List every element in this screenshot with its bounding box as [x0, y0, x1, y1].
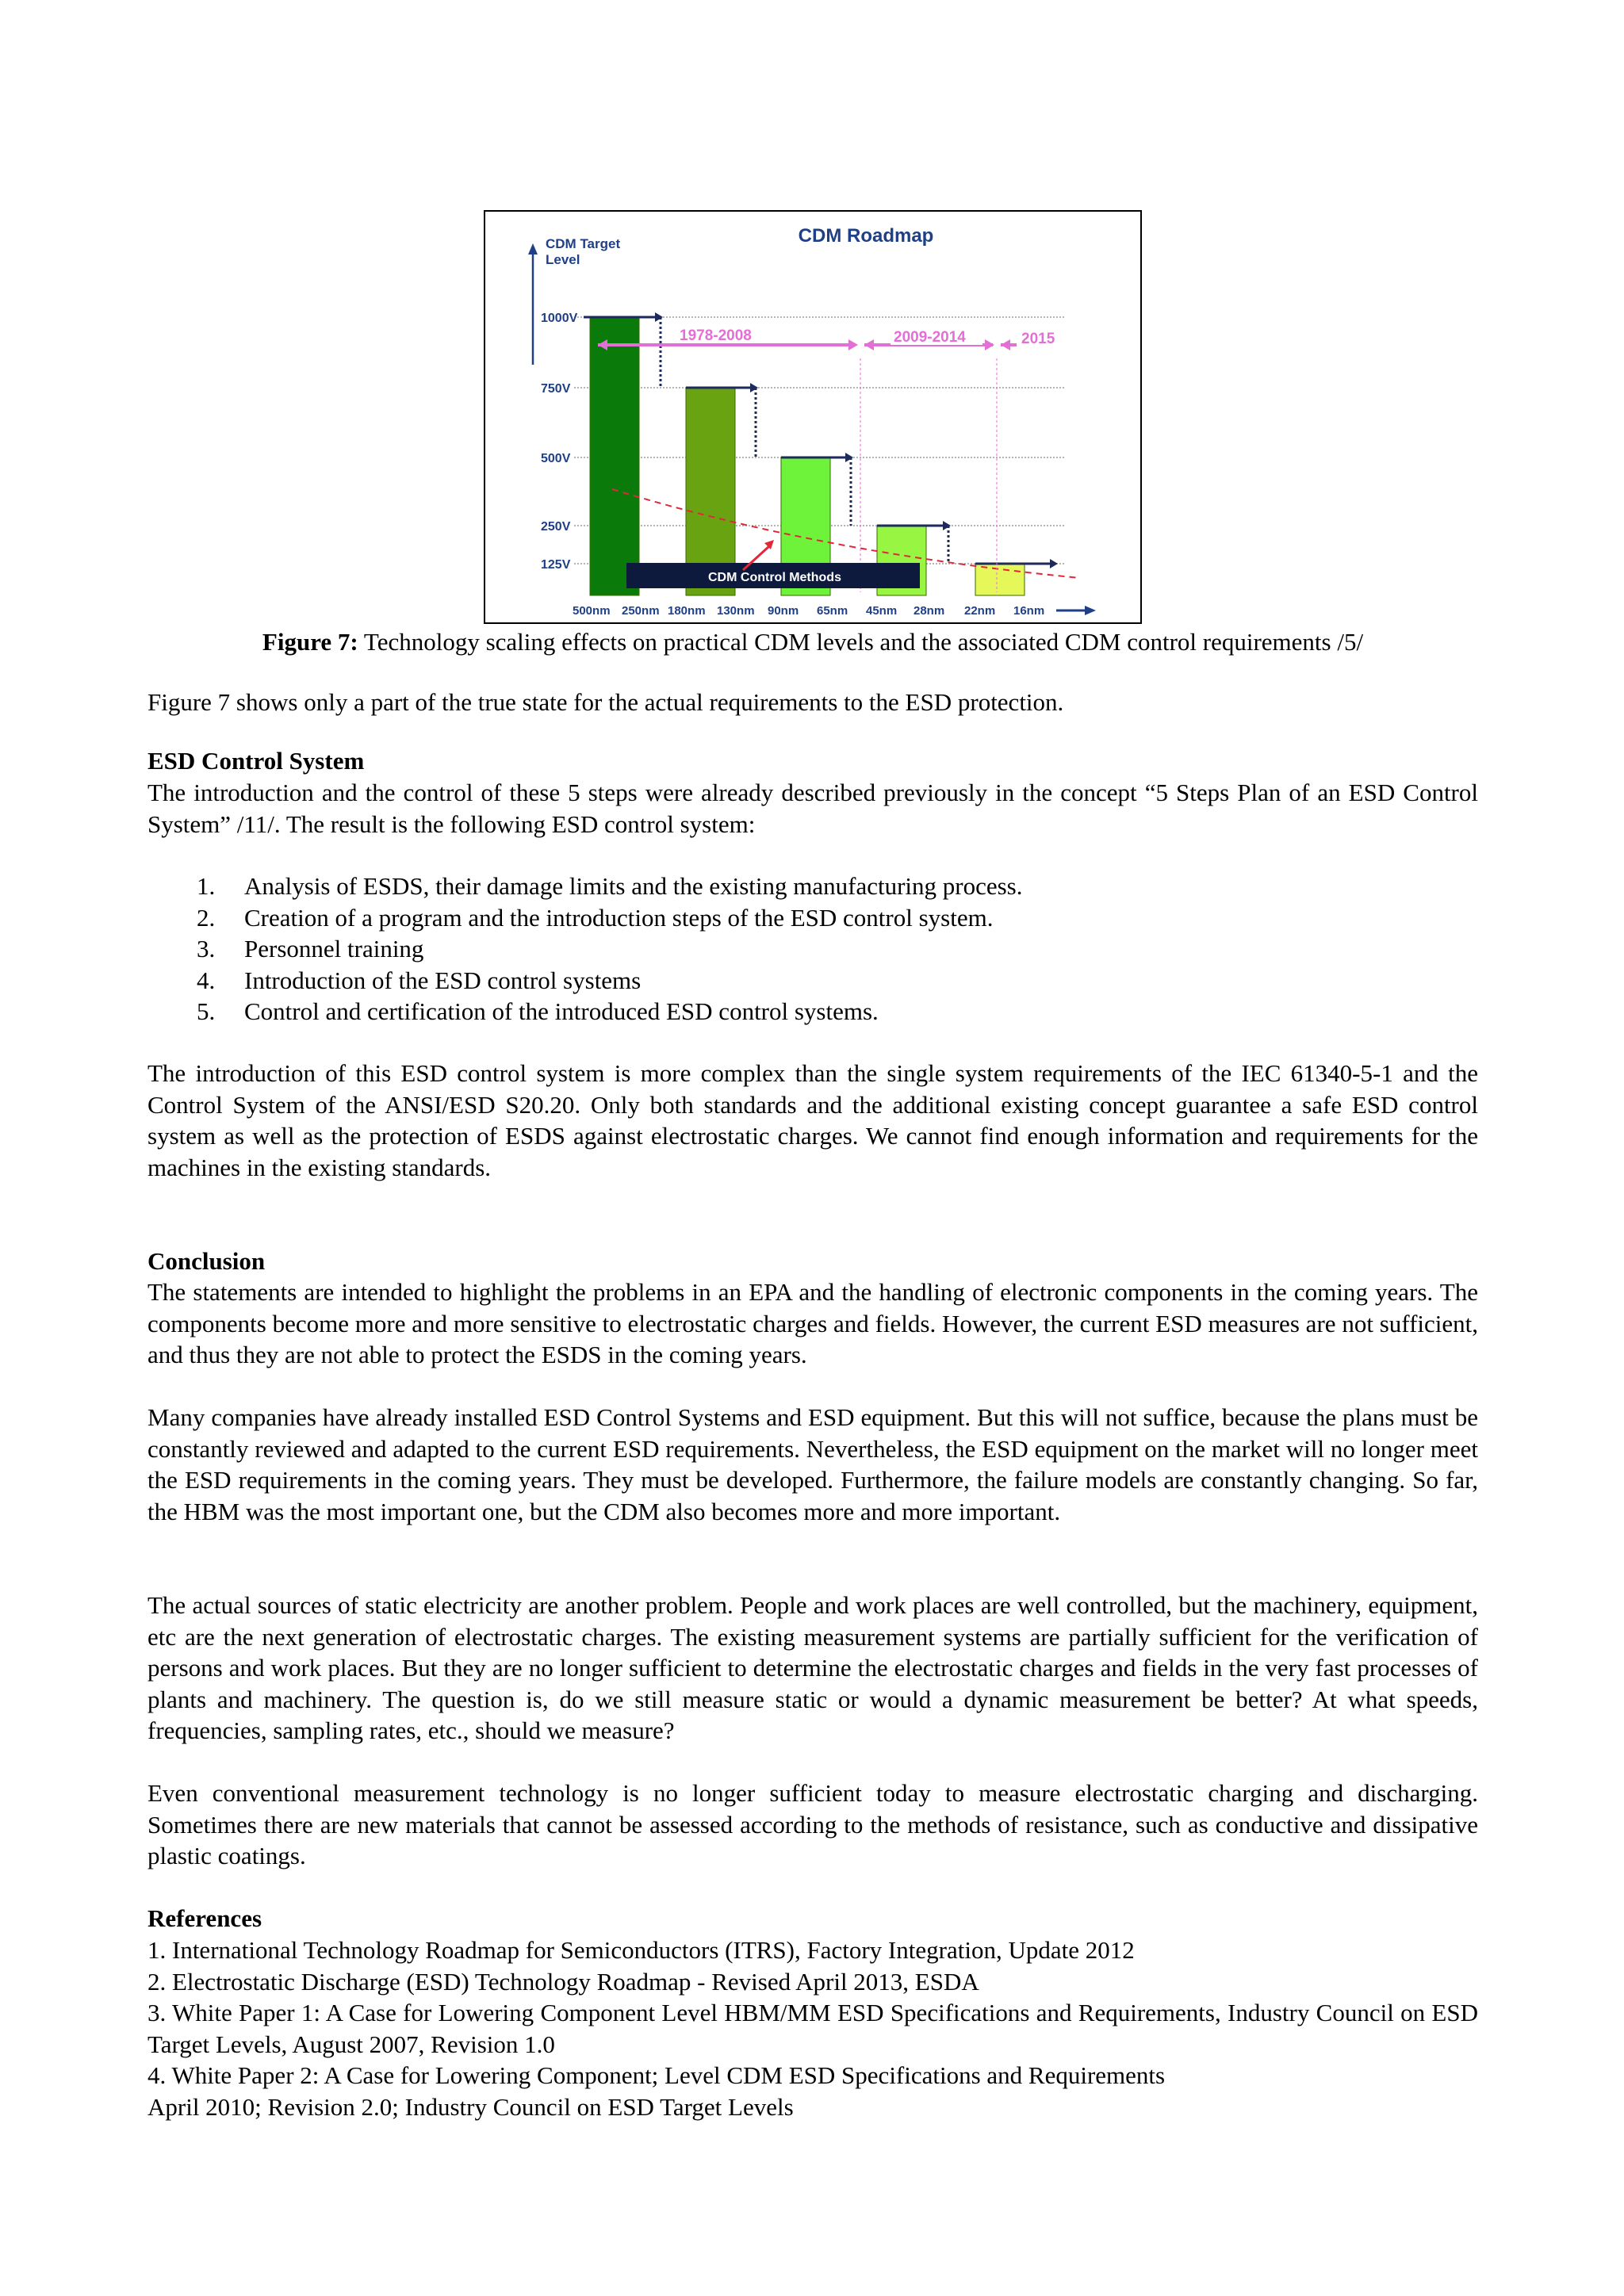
list-item [147, 902, 1478, 934]
esd-control-paragraph-2: The introduction of this ESD control system is more complex than the single system requirements of the IEC 61340-5-1 and the Control System of the ANSI/ESD S20.20. Only both standards and the additional existing concept guarantee a safe ESD control system as well as the protection of ESDS against electrostatic charges. We cannot find enough information and requirements for the machines in the existing standards. [147, 1059, 1478, 1181]
step-arrowhead [1050, 559, 1058, 568]
esd-control-heading: ESD Control System [147, 747, 365, 775]
intro-paragraph: Figure 7 shows only a part of the true state for the actual requirements to the ESD protection. [147, 688, 1064, 716]
list-number: 5. [197, 997, 216, 1025]
y-tick-label: 125V [541, 558, 571, 572]
cdm-roadmap-figure [484, 210, 1142, 624]
reference-item: April 2010; Revision 2.0; Industry Council on ESD Target Levels [147, 2092, 794, 2121]
x-tick-label: 16nm [1013, 604, 1045, 618]
figure-caption [147, 626, 1478, 658]
cdm-roadmap-chart [485, 212, 1140, 622]
list-item [147, 871, 1478, 902]
list-number: 1. [197, 872, 216, 900]
x-tick-label: 500nm [573, 604, 611, 618]
bar [975, 564, 1025, 595]
conclusion-paragraph-1: The statements are intended to highlight the problems in an EPA and the handling of electronic components in the coming years. The components become more and more sensitive to electrostatic charges and fields. However, the current ESD measures are not sufficient, and thus they are not able to protect the ESDS in the coming years. [147, 1278, 1478, 1368]
caption-label: Figure 7: [262, 628, 358, 656]
list-text: Creation of a program and the introduction steps of the ESD control system. [244, 903, 994, 932]
period-arrowhead [848, 339, 858, 350]
conclusion-paragraph-4: Even conventional measurement technology is no longer sufficient today to measure electrostatic charging and discharging. Sometimes there are new materials that cannot be assessed according to the methods of resistance, such as conductive and dissipative plastic coatings. [147, 1779, 1478, 1869]
conclusion-paragraph-3: The actual sources of static electricity are another problem. People and work places are well controlled, but the machinery, equipment, etc are the next generation of electrostatic charges. The existing measurement systems are partially sufficient for the verification of persons and work places. But they are no longer sufficient to determine the electrostatic charges and fields in the very fast processes of plants and machinery. The question is, do we still measure static or would a dynamic measurement be better? At what speeds, frequencies, sampling rates, etc., should we measure? [147, 1591, 1478, 1744]
x-tick-label: 180nm [668, 604, 706, 618]
chart-title: CDM Roadmap [798, 225, 934, 247]
annotation-label: CDM Control Methods [708, 571, 841, 584]
x-tick-label: 130nm [717, 604, 755, 618]
x-tick-label: 65nm [817, 604, 848, 618]
y-axis-label-line1: CDM Target [546, 236, 621, 251]
list-number: 4. [197, 966, 216, 994]
x-tick-label: 90nm [768, 604, 799, 618]
esd-steps-list [147, 871, 1478, 1027]
period-label: 1978-2008 [680, 327, 752, 344]
bar [590, 317, 639, 595]
references-list [147, 1934, 1478, 2122]
esd-control-paragraph: The introduction and the control of these 5 steps were already described previously in the concept “5 Steps Plan of an ESD Control System” /11/. The result is the following ESD control system: [147, 779, 1478, 838]
y-axis-label-line2: Level [546, 252, 580, 267]
reference-item: 3. White Paper 1: A Case for Lowering Component Level HBM/MM ESD Specifications and Requirements, Industry Council on ESD Target Levels, August 2007, Revision 1.0 [147, 1999, 1478, 2058]
period-label: 2015 [1021, 331, 1055, 347]
list-number: 2. [197, 903, 216, 932]
reference-item: 1. International Technology Roadmap for Semiconductors (ITRS), Factory Integration, Update 2012 [147, 1936, 1135, 1964]
y-tick-label: 1000V [541, 312, 578, 325]
references-heading: References [147, 1904, 262, 1932]
period-arrowhead [1001, 339, 1010, 350]
list-item [147, 996, 1478, 1027]
y-tick-label: 750V [541, 382, 571, 396]
x-tick-label: 250nm [622, 604, 660, 618]
x-tick-label: 45nm [866, 604, 898, 618]
caption-text: Technology scaling effects on practical CDM levels and the associated CDM control requirements /5/ [358, 628, 1364, 656]
x-tick-label: 22nm [964, 604, 996, 618]
list-item [147, 965, 1478, 997]
period-label: 2009-2014 [894, 329, 966, 346]
reference-item: 2. Electrostatic Discharge (ESD) Technology Roadmap - Revised April 2013, ESDA [147, 1967, 979, 1996]
list-text: Control and certification of the introduced ESD control systems. [244, 997, 879, 1025]
conclusion-heading: Conclusion [147, 1247, 266, 1275]
list-number: 3. [197, 935, 216, 962]
y-tick-label: 250V [541, 520, 571, 534]
list-text: Personnel training [244, 935, 424, 962]
list-text: Introduction of the ESD control systems [244, 966, 642, 994]
period-arrowhead [985, 339, 994, 350]
reference-item: 4. White Paper 2: A Case for Lowering Component; Level CDM ESD Specifications and Requirements [147, 2061, 1166, 2089]
y-axis-arrowhead [528, 243, 538, 254]
y-tick-label: 500V [541, 452, 571, 465]
list-item [147, 933, 1478, 965]
period-arrowhead [864, 339, 874, 350]
list-text: Analysis of ESDS, their damage limits and the existing manufacturing process. [244, 872, 1023, 900]
conclusion-paragraph-2: Many companies have already installed ESD Control Systems and ESD equipment. But this will not suffice, because the plans must be constantly reviewed and adapted to the current ESD requirements. Nevertheless, the ESD equipment on the market will no longer meet the ESD requirements in the coming years. They must be developed. Furthermore, the failure models are constantly changing. So far, the HBM was the most important one, but the CDM also becomes more and more important. [147, 1403, 1478, 1525]
x-axis-arrowhead [1085, 606, 1096, 615]
x-tick-label: 28nm [914, 604, 945, 618]
